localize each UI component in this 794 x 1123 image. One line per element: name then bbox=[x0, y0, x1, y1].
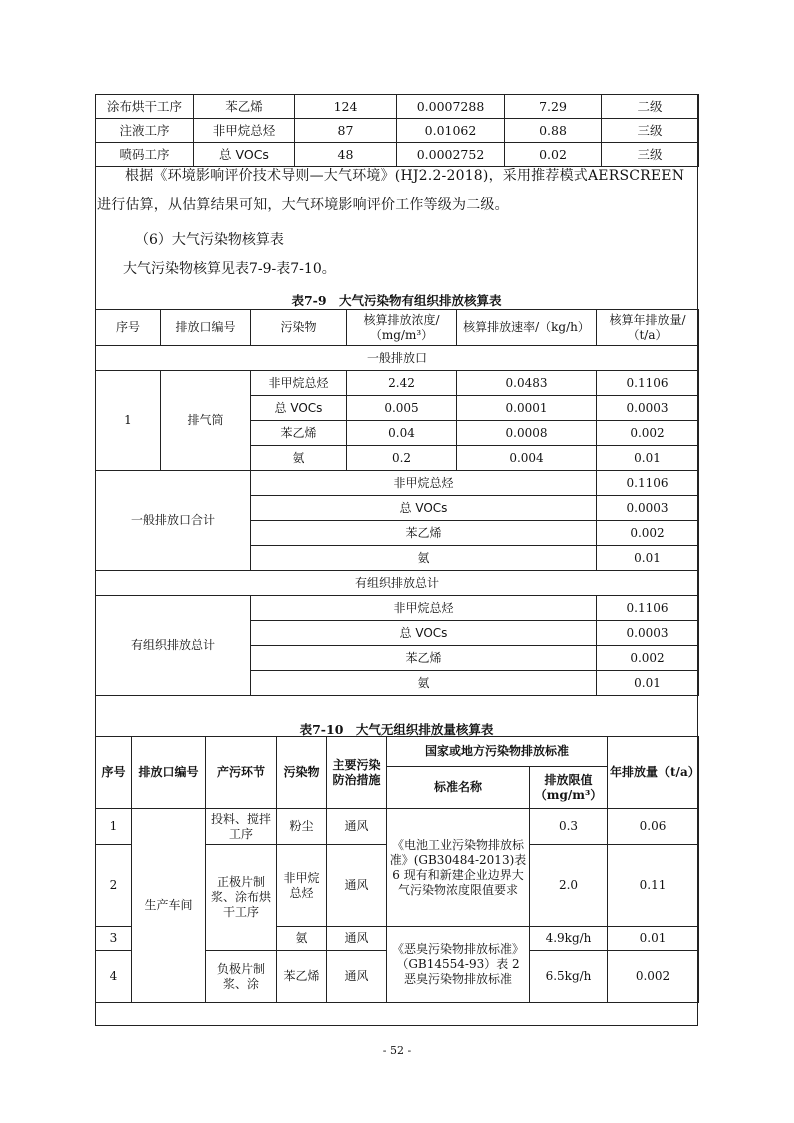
annual-cell: 0.11 bbox=[608, 845, 699, 927]
annual-cell: 0.01 bbox=[597, 546, 699, 571]
process-cell: 投料、搅拌工序 bbox=[206, 809, 277, 845]
column-header: 核算年排放量/（t/a） bbox=[597, 310, 699, 346]
measure-cell: 通风 bbox=[327, 927, 387, 951]
pollutant-cell: 非甲烷总烃 bbox=[194, 119, 295, 143]
annual-cell: 0.0003 bbox=[597, 496, 699, 521]
value-cell: 7.29 bbox=[505, 95, 602, 119]
standard-name-cell: 《电池工业污染物排放标准》(GB30484-2013)表 6 现有和新建企业边界大气污染物浓度限值要求 bbox=[387, 809, 530, 927]
annual-cell: 0.1106 bbox=[597, 371, 699, 396]
value-cell: 0.0002752 bbox=[397, 143, 505, 167]
pollutant-cell: 总 VOCs bbox=[251, 396, 347, 421]
table-row bbox=[96, 119, 699, 143]
column-header: 排放口编号 bbox=[132, 737, 206, 809]
table-7-9-caption: 表7-9 大气污染物有组织排放核算表 bbox=[291, 293, 502, 308]
grade-cell: 二级 bbox=[602, 95, 699, 119]
process-cell: 涂布烘干工序 bbox=[96, 95, 194, 119]
annual-cell: 0.1106 bbox=[597, 596, 699, 621]
annual-cell: 0.002 bbox=[597, 421, 699, 446]
pollutant-cell: 总 VOCs bbox=[194, 143, 295, 167]
annual-cell: 0.01 bbox=[597, 446, 699, 471]
pollutant-cell: 苯乙烯 bbox=[251, 421, 347, 446]
section-label: 有组织排放总计 bbox=[96, 571, 699, 596]
reference-paragraph: 大气污染物核算见表7-9-表7-10。 bbox=[123, 261, 336, 277]
value-cell: 87 bbox=[295, 119, 397, 143]
table-7-9 bbox=[95, 309, 699, 696]
measure-cell: 通风 bbox=[327, 951, 387, 1003]
pollutant-cell: 氨 bbox=[251, 546, 597, 571]
section-row bbox=[96, 346, 699, 371]
table-row bbox=[96, 809, 699, 845]
grade-cell: 三级 bbox=[602, 119, 699, 143]
section-heading: （6）大气污染物核算表 bbox=[135, 232, 284, 248]
concentration-cell: 0.04 bbox=[347, 421, 457, 446]
column-header: 年排放量（t/a） bbox=[608, 737, 699, 809]
standard-name-cell: 《恶臭污染物排放标准》（GB14554-93）表 2 恶臭污染物排放标准 bbox=[387, 927, 530, 1003]
annual-cell: 0.06 bbox=[608, 809, 699, 845]
workshop-cell: 生产车间 bbox=[132, 809, 206, 1003]
pollutant-cell: 氨 bbox=[277, 927, 327, 951]
row-number: 3 bbox=[96, 927, 132, 951]
pollutant-cell: 总 VOCs bbox=[251, 496, 597, 521]
rate-cell: 0.0483 bbox=[457, 371, 597, 396]
pollutant-cell: 非甲烷总烃 bbox=[277, 845, 327, 927]
grade-cell: 三级 bbox=[602, 143, 699, 167]
header-row bbox=[96, 737, 699, 767]
page-number: - 52 - bbox=[382, 1044, 412, 1057]
rate-cell: 0.0008 bbox=[457, 421, 597, 446]
annual-cell: 0.01 bbox=[597, 671, 699, 696]
concentration-cell: 0.005 bbox=[347, 396, 457, 421]
value-cell: 0.88 bbox=[505, 119, 602, 143]
column-header: 污染物 bbox=[277, 737, 327, 809]
process-cell: 喷码工序 bbox=[96, 143, 194, 167]
rate-cell: 0.0001 bbox=[457, 396, 597, 421]
value-cell: 48 bbox=[295, 143, 397, 167]
limit-cell: 2.0 bbox=[530, 845, 608, 927]
header-row bbox=[96, 310, 699, 346]
process-cell: 负极片制浆、涂 bbox=[206, 951, 277, 1003]
limit-cell: 0.3 bbox=[530, 809, 608, 845]
assessment-paragraph: 根据《环境影响评价技术导则—大气环境》(HJ2.2-2018)，采用推荐模式AERSCREEN进行估算，从估算结果可知，大气环境影响评价工作等级为二级。 bbox=[97, 168, 685, 213]
column-header: 核算排放速率/（kg/h） bbox=[457, 310, 597, 346]
concentration-cell: 0.2 bbox=[347, 446, 457, 471]
annual-cell: 0.01 bbox=[608, 927, 699, 951]
column-header: 序号 bbox=[96, 737, 132, 809]
limit-cell: 6.5kg/h bbox=[530, 951, 608, 1003]
row-number: 4 bbox=[96, 951, 132, 1003]
column-header: 排放口编号 bbox=[161, 310, 251, 346]
annual-cell: 0.1106 bbox=[597, 471, 699, 496]
pollutant-cell: 苯乙烯 bbox=[251, 521, 597, 546]
table-row bbox=[96, 596, 699, 621]
pollutant-cell: 总 VOCs bbox=[251, 621, 597, 646]
annual-cell: 0.0003 bbox=[597, 396, 699, 421]
concentration-cell: 2.42 bbox=[347, 371, 457, 396]
section-label: 一般排放口 bbox=[96, 346, 699, 371]
table-row bbox=[96, 471, 699, 496]
pollutant-cell: 非甲烷总烃 bbox=[251, 371, 347, 396]
pollutant-cell: 非甲烷总烃 bbox=[251, 596, 597, 621]
table-7-10 bbox=[95, 736, 699, 1003]
pollutant-cell: 非甲烷总烃 bbox=[251, 471, 597, 496]
column-header: 序号 bbox=[96, 310, 161, 346]
pollutant-cell: 粉尘 bbox=[277, 809, 327, 845]
row-number: 1 bbox=[96, 371, 161, 471]
total-label: 有组织排放总计 bbox=[96, 596, 251, 696]
value-cell: 124 bbox=[295, 95, 397, 119]
process-cell: 注液工序 bbox=[96, 119, 194, 143]
pollutant-cell: 氨 bbox=[251, 446, 347, 471]
row-number: 1 bbox=[96, 809, 132, 845]
column-header: 标准名称 bbox=[387, 767, 530, 809]
annual-cell: 0.002 bbox=[608, 951, 699, 1003]
rate-cell: 0.004 bbox=[457, 446, 597, 471]
annual-cell: 0.002 bbox=[597, 646, 699, 671]
table-row bbox=[96, 95, 699, 119]
outlet-name: 排气筒 bbox=[161, 371, 251, 471]
value-cell: 0.02 bbox=[505, 143, 602, 167]
measure-cell: 通风 bbox=[327, 809, 387, 845]
annual-cell: 0.0003 bbox=[597, 621, 699, 646]
column-header: 产污环节 bbox=[206, 737, 277, 809]
column-header: 污染物 bbox=[251, 310, 347, 346]
row-number: 2 bbox=[96, 845, 132, 927]
column-header: 主要污染防治措施 bbox=[327, 737, 387, 809]
limit-cell: 4.9kg/h bbox=[530, 927, 608, 951]
pollutant-cell: 苯乙烯 bbox=[277, 951, 327, 1003]
column-header: 核算排放浓度/（mg/m³） bbox=[347, 310, 457, 346]
annual-cell: 0.002 bbox=[597, 521, 699, 546]
pollutant-cell: 苯乙烯 bbox=[194, 95, 295, 119]
table-7-10-caption: 表7-10 大气无组织排放量核算表 bbox=[299, 722, 494, 737]
pollutant-cell: 苯乙烯 bbox=[251, 646, 597, 671]
process-cell: 正极片制浆、涂布烘干工序 bbox=[206, 845, 277, 951]
table-row bbox=[96, 371, 699, 396]
section-row bbox=[96, 571, 699, 596]
value-cell: 0.01062 bbox=[397, 119, 505, 143]
measure-cell: 通风 bbox=[327, 845, 387, 927]
column-header: 国家或地方污染物排放标准 bbox=[387, 737, 608, 767]
value-cell: 0.0007288 bbox=[397, 95, 505, 119]
pollutant-cell: 氨 bbox=[251, 671, 597, 696]
column-header: 排放限值（mg/m³） bbox=[530, 767, 608, 809]
subtotal-label: 一般排放口合计 bbox=[96, 471, 251, 571]
emission-grade-table bbox=[95, 94, 699, 167]
